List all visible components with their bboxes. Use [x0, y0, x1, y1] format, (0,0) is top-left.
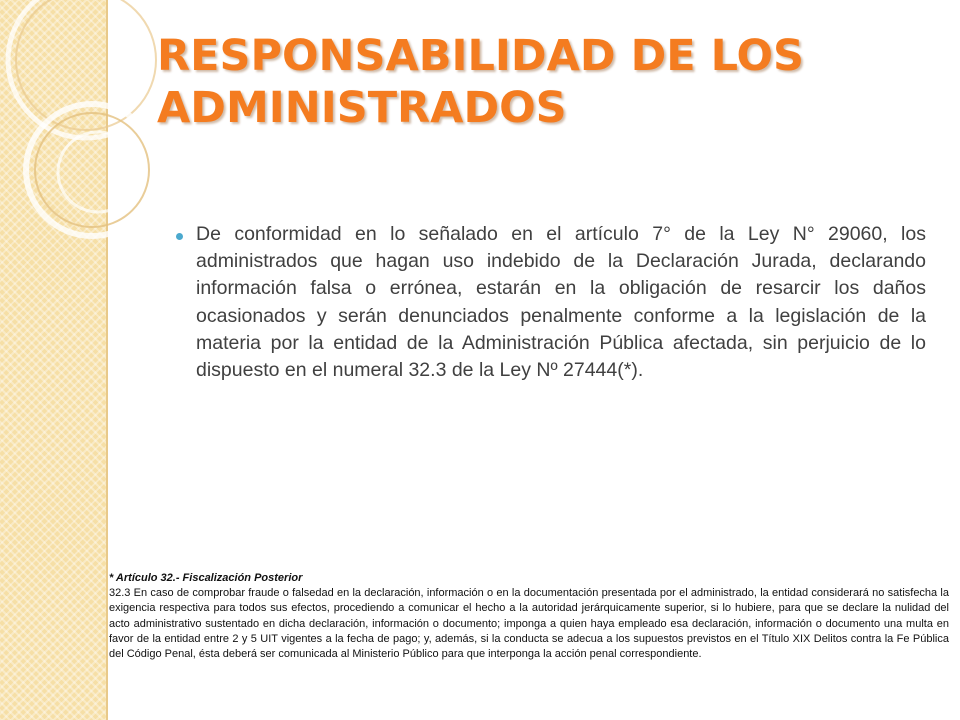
- decor-ring-large-inner: [16, 0, 156, 130]
- bullet-marker: [176, 233, 183, 240]
- footnote-heading: * Artículo 32.- Fiscalización Posterior: [109, 572, 303, 584]
- page-title: RESPONSABILIDAD DE LOS ADMINISTRADOS: [157, 31, 804, 133]
- footnote: [109, 571, 949, 662]
- bullet-paragraph: De conformidad en lo señalado en el artículo 7° de la Ley N° 29060, los administrados que hagan uso indebido de la Declaración Jurada, declarando información falsa o errónea, estarán en la obligación de resarcir los daños ocasionados y serán denunciados penalmente conforme a la legislación de la materia por la entidad de la Administración Pública afectada, sin perjuicio de lo dispuesto en el numeral 32.3 de la Ley Nº 27444(*).: [196, 223, 926, 382]
- footnote-text: 32.3 En caso de comprobar fraude o falsedad en la declaración, información o en la documentación presentada por el administrado, la entidad considerará no satisfecha la exigencia respectiva para todos sus efectos, procediendo a comunicar el hecho a la autoridad jerárquicamente superior, si lo hubiere, para que se declare la nulidad del acto administrativo sustentado en dicha declaración, información o documento; imponga a quien haya empleado esa declaración, información o documento una multa en favor de la entidad entre 2 y 5 UIT vigentes a la fecha de pago; y, además, si la conducta se adecua a los supuestos previstos en el Título XIX Delitos contra la Fe Pública del Código Penal, ésta deberá ser comunicada al Ministerio Público para que interponga la acción penal correspondiente.: [109, 587, 949, 661]
- decor-ring-large: [8, 0, 164, 138]
- decor-ring-small: [58, 132, 138, 212]
